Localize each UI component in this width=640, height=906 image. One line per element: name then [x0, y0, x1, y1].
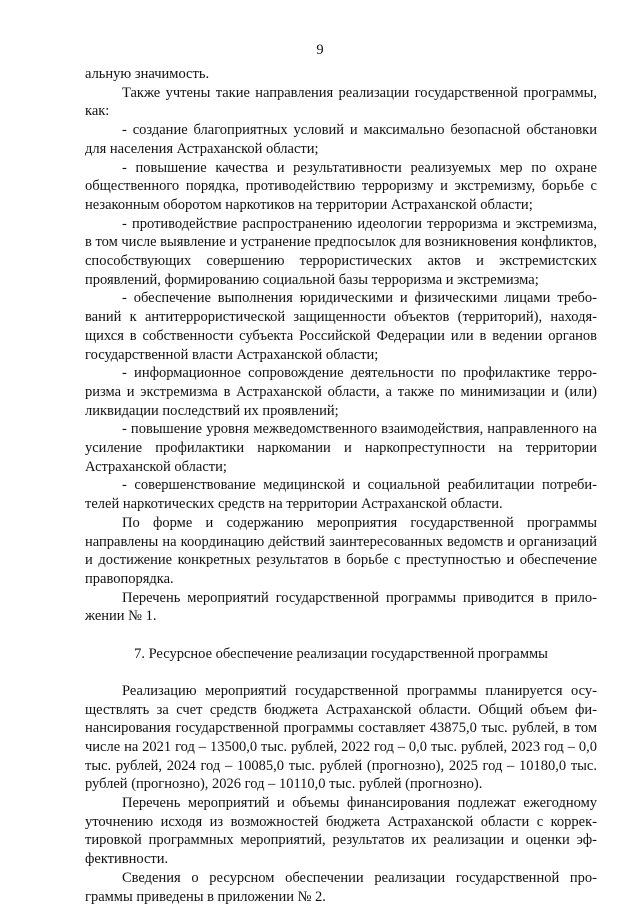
paragraph-appendix-2: Сведения о ресурсном обеспечении реализации государственной программы приведены в приложении № 2. [85, 869, 597, 905]
paragraph-form-content: По форме и содержанию мероприятия государственной программы направлены на координацию действий заинтересованных ведомств и организаций и достижение конкретных результатов в борьбе с преступностью и обеспечение правопорядка. [85, 514, 597, 587]
bullet-item-1: - создание благоприятных условий и максимально безопасной обстановки для населения Астраханской области; [85, 122, 597, 157]
section-7-body [85, 682, 597, 906]
paragraph-funding: Реализацию мероприятий государственной программы планируется осуществлять за счет средств бюджета Астраханской области. Общий объем финансирования государственной программы составляет 43875,0 тыс. рублей, в том числе на 2021 год – 13500,0 тыс. рублей, 2022 год – 0,0 тыс. рублей, 2023 год – 0,0 тыс. рублей, 2024 год – 10085,0 тыс. рублей (прогнозно), 2025 год – 10180,0 тыс. рублей (прогнозно), 2026 год – 10110,0 тыс. рублей (прогнозно). [85, 682, 597, 793]
paragraph-annual-update: Перечень мероприятий и объемы финансирования подлежат ежегодному уточнению исходя из возможностей бюджета Астраханской области с корректировкой программных мероприятий, результатов их реализации и оценки эффективности. [85, 795, 597, 868]
bullet-item-6: - повышение уровня межведомственного взаимодействия, направленного на усиление профилактики наркомании и наркопреступности на территории Астраханской области; [85, 421, 597, 475]
paragraph-intro: Также учтены такие направления реализации государственной программы, как: [85, 84, 597, 120]
paragraph-appendix-1: Перечень мероприятий государственной программы приводится в приложении № 1. [85, 589, 597, 625]
bullet-item-5: - информационное сопровождение деятельности по профилактике терроризма и экстремизма в Астраханской области, а также по минимизации и (или) ликвидации последствий их проявлений; [85, 365, 597, 419]
paragraph-continuation: альную значимость. [85, 66, 210, 82]
document-body [85, 65, 597, 906]
bullet-item-3: - противодействие распространению идеологии терроризма и экстремизма, в том числе выявление и устранение предпосылок для возникновения конфликтов, способствующих совершению террористических актов и экстремистских проявлений, формированию социальной базы терроризма и экстремизма; [85, 215, 598, 288]
section-heading: 7. Ресурсное обеспечение реализации государственной программы [134, 646, 548, 663]
bullet-item-2: - повышение качества и результативности реализуемых мер по охране общественного порядка, противодействию терроризму и экстремизму, борьбе с незаконным оборотом наркотиков на территории Астраханской области; [85, 159, 597, 213]
bullet-item-4: - обеспечение выполнения юридическими и физическими лицами требований к антитеррористической защищенности объектов (территорий), находящихся в собственности субъекта Российской Федерации или в ведении органов государственной власти Астраханской области; [85, 290, 597, 363]
page-number: 9 [316, 42, 324, 58]
bullet-item-7: - совершенствование медицинской и социальной реабилитации потребителей наркотических средств на территории Астраханской области. [85, 477, 597, 513]
